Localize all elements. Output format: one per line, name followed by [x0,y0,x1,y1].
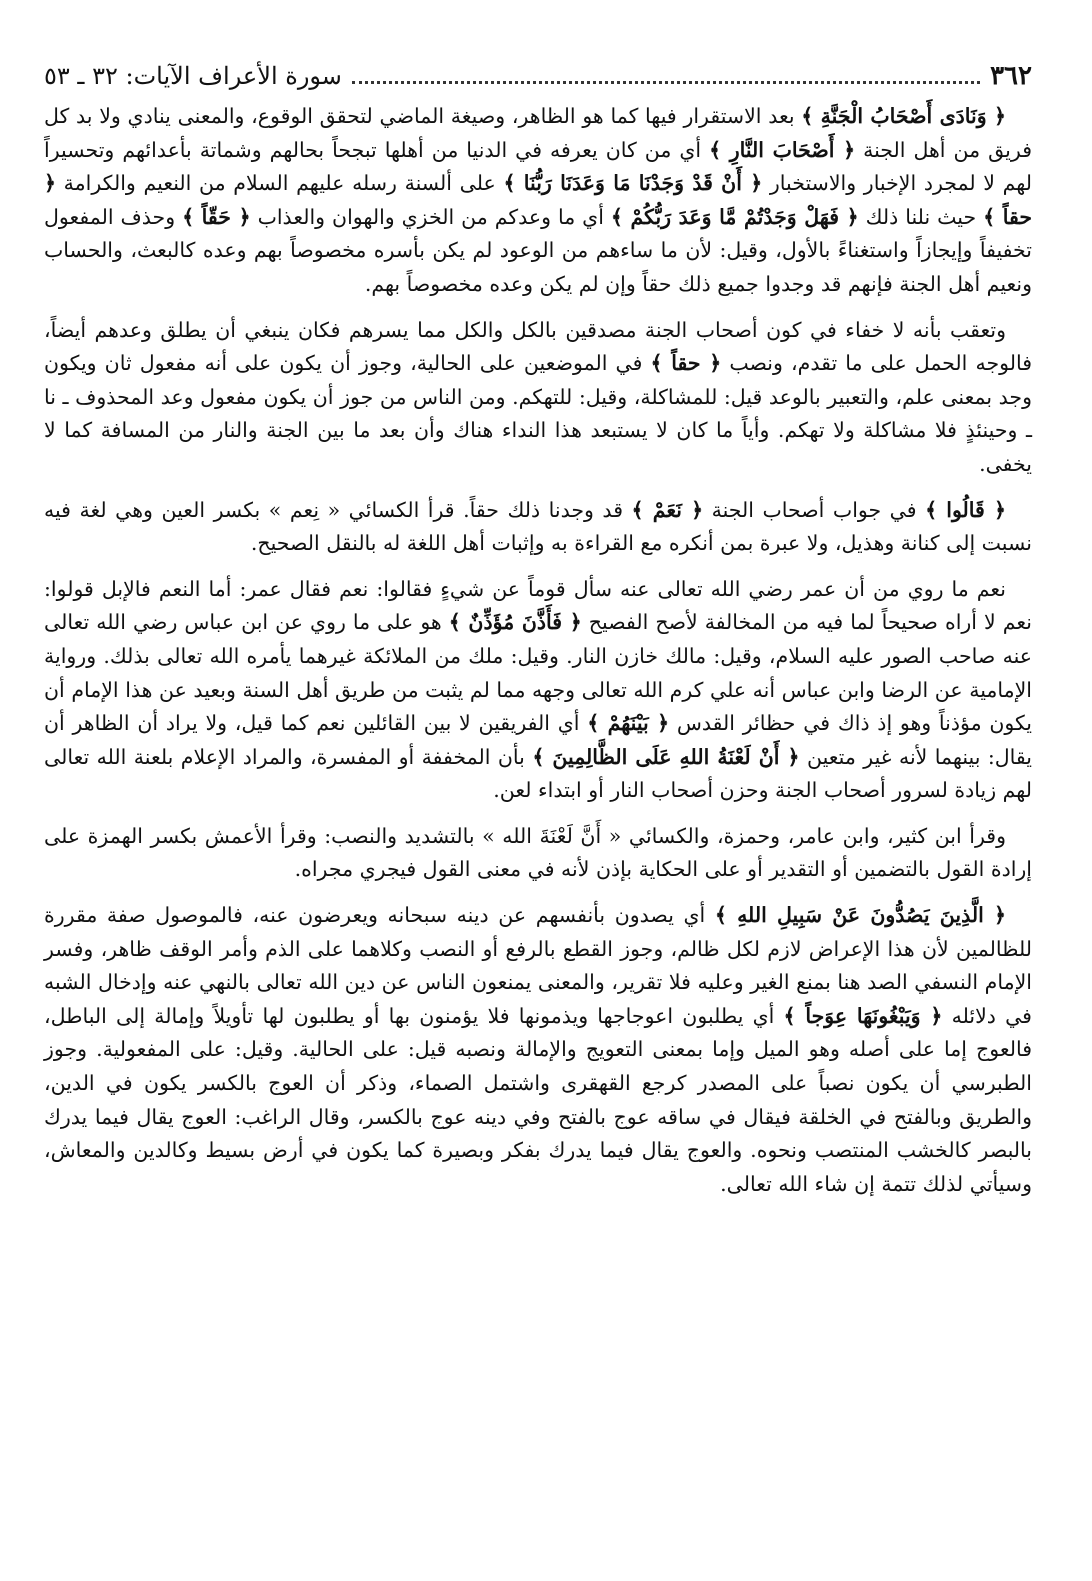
running-header [44,58,1032,94]
commentary-text: قد وجدنا ذلك حقاً. قرأ الكسائي « نِعم » بكسر العين وهي لغة فيه نسبت إلى كنانة وهذيل، ولا عبرة بمن أنكره مع القراءة به وإثبات أهل اللغة له بالنقل الصحيح. [44,497,1032,556]
commentary-text: وتعقب بأنه لا خفاء في كون أصحاب الجنة مصدقين بالكل والكل مما يسرهم فكان ينبغي أن يطلق وعدهم أيضاً، فالوجه الحمل على ما تقدم، ونصب [44,317,1033,376]
quran-quote: ﴿ فَأَذَّنَ مُؤَذِّنٌ ﴾ [448,610,582,635]
quran-quote: ﴿ حقاً ﴾ [44,171,1033,229]
quran-quote: ﴿ فَهَلْ وَجَدْتُمْ مَّا وَعَدَ رَبُّكُمْ ﴾ [610,204,859,229]
page-number: ٣٦٢ [990,61,1032,91]
tafsir-paragraph [44,820,1032,887]
quran-quote: ﴿ حقاً ﴾ [650,351,722,376]
commentary-text: حيث نلنا ذلك [858,204,984,229]
tafsir-paragraph [44,314,1032,482]
quran-quote: ﴿ أَنْ قَدْ وَجَدْنَا مَا وَعَدَنَا رَبُّنَا ﴾ [503,171,763,196]
commentary-text: أي من كان يعرفه في الدنيا من أهلها تبجحاً بحالهم وشماتة بأعدائهم وتحسيراً لهم لا لمجرد الإخبار والاستخبار [44,137,1032,196]
commentary-text: بعد الاستقرار فيها كما هو الظاهر، وصيغة الماضي لتحقق الوقوع، والمعنى ينادي ولا بد كل فريق من أهل الجنة [44,104,1032,162]
commentary-text: أي يصدون بأنفسهم عن دينه سبحانه ويعرضون عنه، فالموصول صفة مقررة للظالمين لأن هذا الإعراض لازم لكل ظالم، وجوز القطع بالرفع أو النصب وكلاهما على الذم وأمر الوقف ظاهر، وفسر الإمام النسفي الصد هنا بمنع الغير وعليه فلا تقرير، والمعنى يمنعون الناس عن دين الله تعالى بالنهي عنه وإدخال الشبه في دلائله [44,903,1032,1028]
quran-quote: ﴿ نَعَمْ ﴾ [631,497,704,522]
commentary-text: أي ما وعدكم من الخزي والهوان والعذاب [250,204,611,229]
tafsir-paragraph [44,494,1032,561]
quran-quote: ﴿ أَصْحَابَ النَّارِ ﴾ [709,137,856,162]
quran-quote: ﴿ أَنْ لَعْنَةُ اللهِ عَلَى الظَّالِمِينَ ﴾ [532,744,800,769]
commentary-text: بأن المخففة أو المفسرة، والمراد الإعلام بلعنة الله تعالى لهم زيادة لسرور أصحاب الجنة وحزن أصحاب النار أو ابتداء لعن. [44,744,1032,803]
commentary-text: في الموضعين على الحالية، وجوز أن يكون على أنه مفعول ثان ويكون وجد بمعنى علم، والتعبير بالوعد قيل: للمشاكلة، وقيل: للتهكم. ومن الناس من جوز أن يكون مفعول وعد المحذوف ـ نا ـ وحينئذٍ فلا مشاكلة ولا تهكم. وأياً ما كان لا يستبعد هذا النداء هناك وأن بعد ما بين الجنة والنار من المسافة كما لا يخفى. [44,351,1032,476]
commentary-text: نعم ما روي من أن عمر رضي الله تعالى عنه سأل قوماً عن شيءٍ فقالوا: نعم فقال عمر: أما النعم فالإبل قولوا: نعم لا أراه صحيحاً لما فيه من المخالفة لأصح الفصيح [44,576,1033,635]
quran-quote: ﴿ قَالُوا ﴾ [925,497,1007,522]
commentary-text: هو على ما روي عن ابن عباس رضي الله تعالى عنه صاحب الصور عليه السلام، وقيل: مالك خازن النار. وقيل: ملك من الملائكة غيرهما يأمره الله تعالى بذلك. ورواية الإمامية عن الرضا وابن عباس أنه علي كرم الله تعالى وجهه مما لم يثبت من طريق أهل السنة وبعيد عن هذا الإمام أن يكون مؤذناً وهو إذ ذاك في حظائر القدس [44,610,1032,736]
commentary-text: أي يطلبون اعوجاجها ويذمونها فلا يؤمنون بها أو يطلبون لها تأويلاً وإمالة إلى الباطل، فالعوج إما على أصله وهو الميل وإما بمعنى التعويج والإمالة ونصبه قيل: على الحالية. وقيل: على المفعولية. وجوز الطبرسي أن يكون نصباً على المصدر كرجع القهقرى واشتمل الصماء، وذكر أن العوج بالكسر يكون في الدين، والطريق وبالفتح في الخلقة فيقال في ساقه عوج بالفتح وفي دينه عوج بالكسر، وقال الراغب: العوج يقال فيما يدرك بالبصر كالخشب المنتصب ونحوه. والعوج يقال فيما يدرك بفكر وبصيرة كما يكون في أرض بسيط وكالدين والمعاش، وسيأتي لذلك تتمة إن شاء الله تعالى. [44,1003,1032,1196]
tafsir-text [44,100,1032,1201]
commentary-text: وحذف المفعول تخفيفاً وإيجازاً واستغناءً بالأول، وقيل: لأن ما ساءهم من الوعود لم يكن بأسره مخصوصاً بهم وعده كالبعث، والحساب ونعيم أهل الجنة فإنهم قد وجدوا جميع ذلك حقاً وإن لم يكن وعده مخصوصاً بهم. [44,204,1032,296]
tafsir-paragraph [44,573,1032,808]
quran-quote: ﴿ وَنَادَى أَصْحَابُ الْجَنَّةِ ﴾ [801,104,1006,128]
tafsir-paragraph [44,100,1032,302]
quran-quote: ﴿ وَيَبْغُونَهَا عِوَجاً ﴾ [783,1003,943,1028]
commentary-text: أي الفريقين لا بين القائلين نعم كما قيل، ولا يراد أن الظاهر أن يقال: بينهما لأنه غير متعين [44,711,1032,769]
tafsir-paragraph [44,899,1032,1201]
quran-quote: ﴿ حَقّاً ﴾ [182,204,251,229]
surah-title: سورة الأعراف الآيات: ٣٢ ـ ٥٣ [44,62,342,90]
quran-quote: ﴿ الَّذِينَ يَصُدُّونَ عَنْ سَبِيلِ اللهِ ﴾ [714,903,1006,928]
commentary-text: في جواب أصحاب الجنة [703,497,926,522]
commentary-text: وقرأ ابن كثير، وابن عامر، وحمزة، والكسائي « أَنَّ لَعْنَةَ الله » بالتشديد والنصب: وقرأ الأعمش بكسر الهمزة على إرادة القول بالتضمين أو التقدير أو على الحكاية بإذن لأنه في معنى القول فيجري مجراه. [44,823,1032,882]
header-dot-leader [352,81,980,84]
commentary-text: على ألسنة رسله عليهم السلام من النعيم والكرامة [56,171,504,196]
quran-quote: ﴿ بَيْنَهُمْ ﴾ [587,711,670,736]
